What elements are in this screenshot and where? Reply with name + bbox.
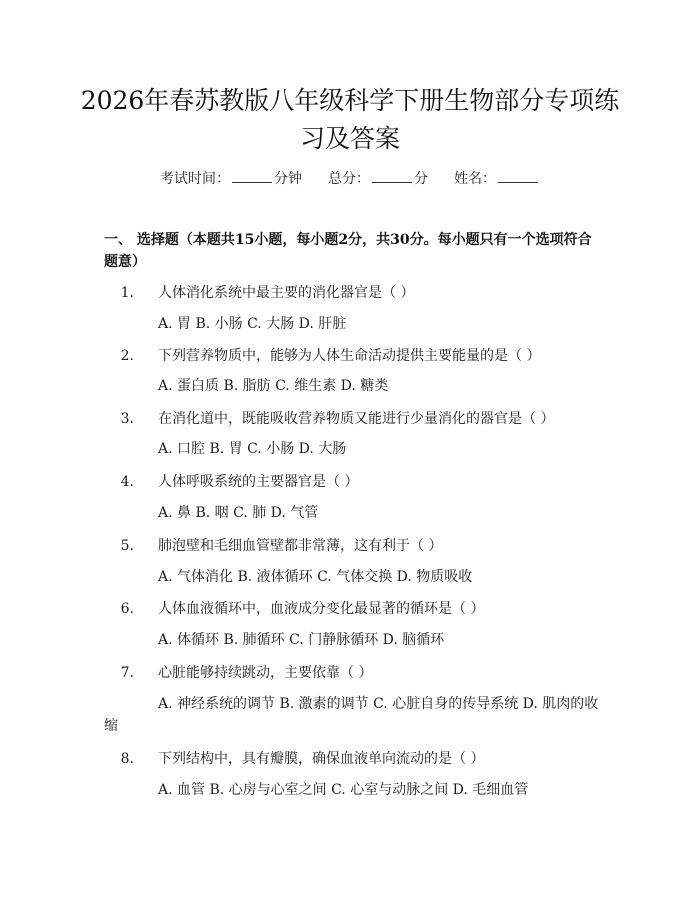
section-heading: 一、 选择题（本题共15小题，每小题2分，共30分。每小题只有一个选项符合题意）: [104, 232, 592, 270]
question-text: 下列结构中，具有瓣膜，确保血液单向流动的是（ ）: [158, 751, 485, 767]
question-1-options: A. 胃 B. 小肠 C. 大肠 D. 肝脏: [158, 316, 347, 332]
question-6-options: A. 体循环 B. 肺循环 C. 门静脉循环 D. 脑循环: [158, 632, 445, 648]
question-text: 在消化道中，既能吸收营养物质又能进行少量消化的器官是（ ）: [158, 411, 555, 427]
question-number: 1.: [120, 285, 134, 301]
question-text: 肺泡壁和毛细血管壁都非常薄，这有利于（ ）: [158, 538, 443, 554]
question-number: 8.: [120, 751, 134, 767]
exam-meta-line: [0, 168, 700, 188]
question-text: 人体消化系统中最主要的消化器官是（ ）: [158, 285, 415, 301]
question-1: [104, 282, 604, 302]
question-number: 4.: [120, 474, 134, 490]
question-7-options: A. 神经系统的调节 B. 激素的调节 C. 心脏自身的传导系统 D. 肌肉的收缩: [104, 696, 599, 734]
question-number: 7.: [120, 665, 134, 681]
name-label: 姓名：: [454, 171, 496, 187]
question-3: [104, 408, 604, 428]
name-blank[interactable]: [498, 170, 538, 183]
score-unit: 分: [414, 171, 428, 187]
question-2-options: A. 蛋白质 B. 脂肪 C. 维生素 D. 糖类: [158, 378, 389, 394]
time-unit: 分钟: [274, 171, 302, 187]
question-4-options: A. 鼻 B. 咽 C. 肺 D. 气管: [158, 505, 319, 521]
time-label: 考试时间：: [160, 171, 230, 187]
time-blank[interactable]: [232, 170, 272, 183]
question-2: [104, 345, 604, 365]
question-5: [104, 535, 604, 555]
question-number: 6.: [120, 601, 134, 617]
question-text: 心脏能够持续跳动，主要依靠（ ）: [158, 665, 373, 681]
question-text: 人体血液循环中，血液成分变化最显著的循环是（ ）: [158, 601, 485, 617]
document-title: 2026年春苏教版八年级科学下册生物部分专项练习及答案: [80, 86, 620, 153]
question-text: 人体呼吸系统的主要器官是（ ）: [158, 474, 359, 490]
question-4: [104, 471, 604, 491]
question-8-options: A. 血管 B. 心房与心室之间 C. 心室与动脉之间 D. 毛细血管: [158, 782, 529, 798]
question-number: 3.: [120, 411, 134, 427]
question-text: 下列营养物质中，能够为人体生命活动提供主要能量的是（ ）: [158, 348, 541, 364]
question-number: 2.: [120, 348, 134, 364]
question-7: [104, 662, 604, 682]
score-label: 总分：: [328, 171, 370, 187]
question-6: [104, 598, 604, 618]
question-number: 5.: [120, 538, 134, 554]
score-blank[interactable]: [372, 170, 412, 183]
question-5-options: A. 气体消化 B. 液体循环 C. 气体交换 D. 物质吸收: [158, 569, 473, 585]
question-8: [104, 748, 604, 768]
question-3-options: A. 口腔 B. 胃 C. 小肠 D. 大肠: [158, 441, 347, 457]
